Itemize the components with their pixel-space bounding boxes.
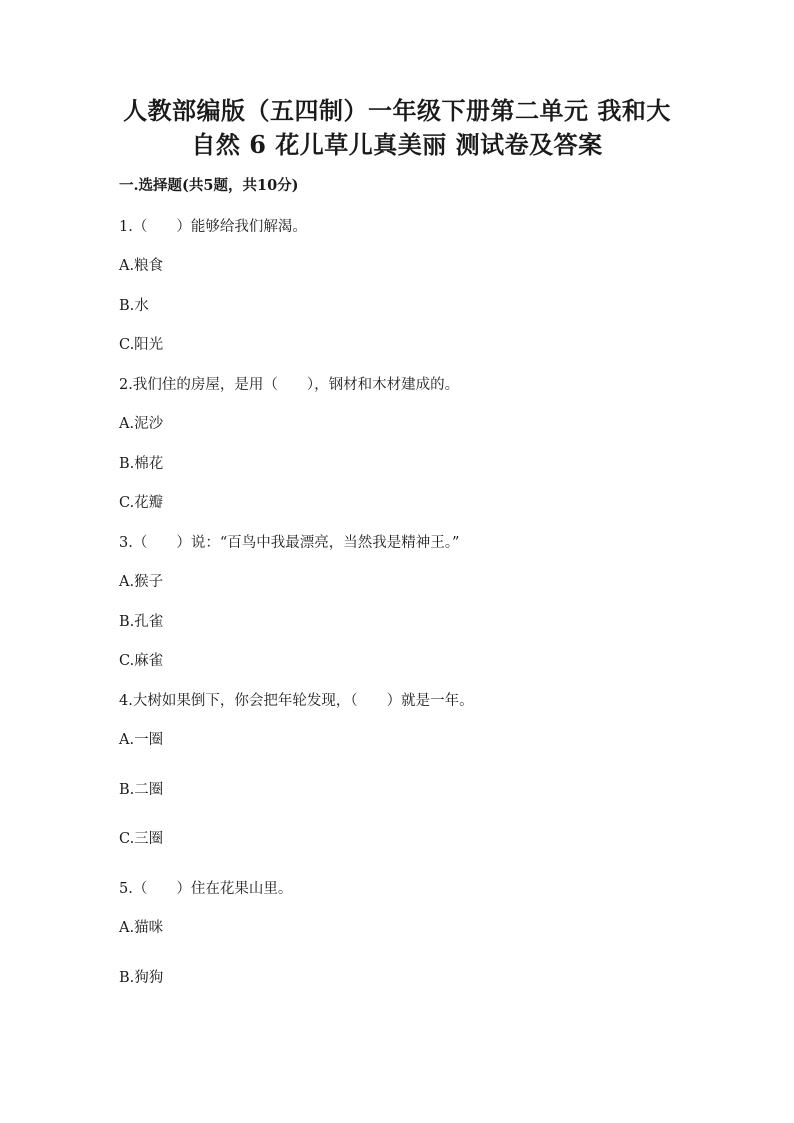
page-title-line-2: 自然 6 花儿草儿真美丽 测试卷及答案: [191, 130, 603, 159]
question-3-option-a: A.猴子: [119, 574, 164, 590]
question-3-option-c: C.麻雀: [119, 653, 164, 669]
question-2-stem: 2.我们住的房屋，是用（ ），钢材和木材建成的。: [119, 377, 460, 393]
question-4-option-a: A.一圈: [119, 732, 164, 748]
question-5-option-a: A.猫咪: [119, 920, 164, 936]
section-heading: 一.选择题(共5题，共10分): [119, 177, 299, 194]
question-2-option-b: B.棉花: [119, 456, 164, 472]
question-2-option-a: A.泥沙: [119, 416, 164, 432]
question-3-option-b: B.孔雀: [119, 614, 164, 630]
question-1-option-b: B.水: [119, 298, 149, 314]
question-1-option-a: A.粮食: [119, 258, 164, 274]
question-3-stem: 3.（ ）说：“百鸟中我最漂亮，当然我是精神王。”: [119, 535, 460, 551]
question-5-stem: 5.（ ）住在花果山里。: [119, 881, 293, 897]
question-1-option-c: C.阳光: [119, 337, 164, 353]
question-2-option-c: C.花瓣: [119, 495, 164, 511]
question-4-option-c: C.三圈: [119, 831, 164, 847]
question-5-option-b: B.狗狗: [119, 970, 164, 986]
page-title-line-1: 人教部编版（五四制）一年级下册第二单元 我和大: [123, 96, 671, 125]
question-4-option-b: B.二圈: [119, 782, 164, 798]
question-1-stem: 1.（ ）能够给我们解渴。: [119, 219, 307, 235]
question-4-stem: 4.大树如果倒下，你会把年轮发现，（ ）就是一年。: [119, 693, 474, 709]
